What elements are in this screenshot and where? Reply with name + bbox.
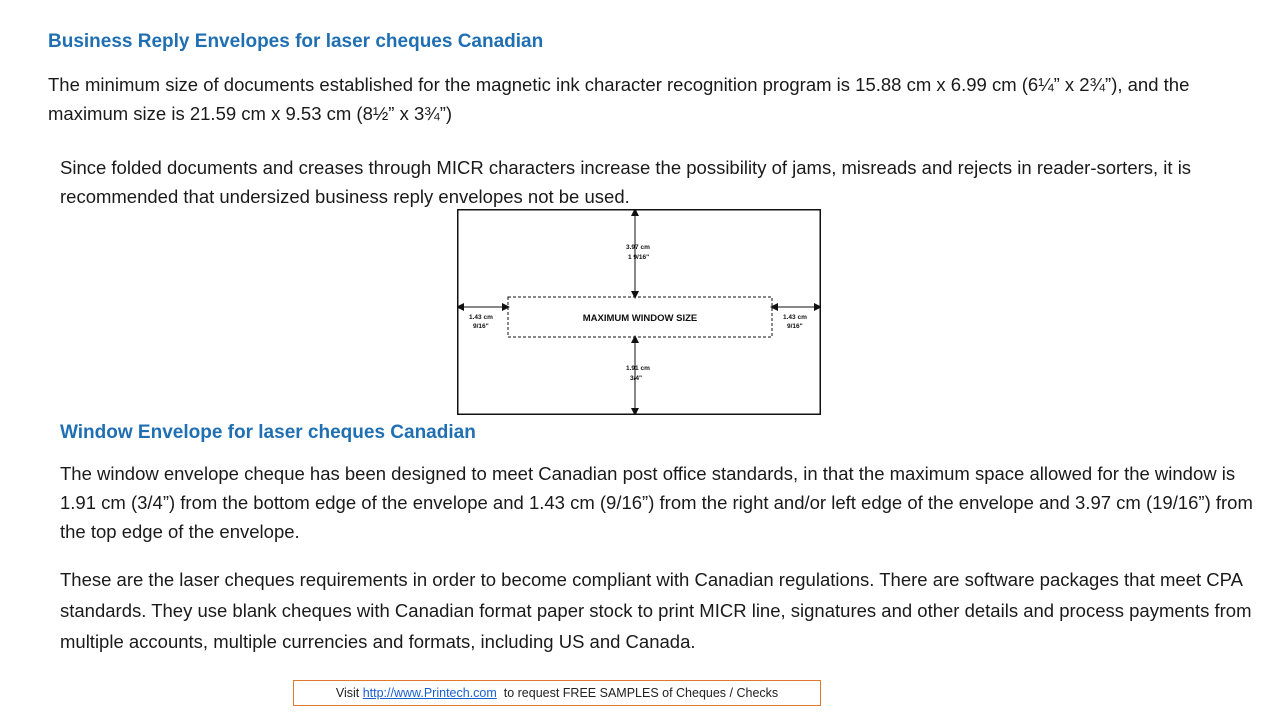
left-in-label: 9/16" — [473, 323, 489, 330]
section-title-window-envelope: Window Envelope for laser cheques Canadian — [60, 422, 476, 443]
window-size-diagram — [457, 209, 821, 415]
envelope-outline — [458, 210, 821, 415]
paragraph-folded-documents: Since folded documents and creases through MICR characters increase the possibility of jams, misreads and rejects in reader-sorters, it is recommended that undersized business reply envelopes not be used. — [60, 157, 1192, 207]
left-cm-label: 1.43 cm — [469, 314, 493, 321]
top-cm-label: 3.97 cm — [626, 244, 650, 251]
right-in-label: 9/16" — [787, 323, 803, 330]
footer-prefix: Visit — [335, 686, 363, 700]
paragraph-window-envelope: The window envelope cheque has been designed to meet Canadian post office standards, in that the maximum space allowed for the window is 1.91 cm (3/4”) from the bottom edge of the envelope and 1.43 cm (9/16”) from the right and/or left edge of the envelope and 3.97 cm (19/16”) from the top edge of the envelope. — [60, 463, 1253, 542]
printech-link[interactable]: http://www.Printech.com — [362, 686, 497, 700]
bottom-cm-label: 1.91 cm — [626, 365, 650, 372]
footer-suffix: to request FREE SAMPLES of Cheques / Checks — [496, 686, 779, 700]
footer-banner — [293, 680, 821, 706]
section-title-business-reply: Business Reply Envelopes for laser cheques Canadian — [48, 31, 544, 52]
paragraph-requirements: These are the laser cheques requirements in order to become compliant with Canadian regulations. There are software packages that meet CPA standards. They use blank cheques with Canadian format paper stock to print MICR line, signatures and other details and process payments from multiple accounts, multiple currencies and formats, including US and Canada. — [60, 569, 1252, 652]
envelope-diagram-svg — [457, 209, 821, 415]
window-label: MAXIMUM WINDOW SIZE — [582, 313, 698, 324]
paragraph-minimum-size: The minimum size of documents established for the magnetic ink character recognition program is 15.88 cm x 6.99 cm (6¼” x 2¾”), and the maximum size is 21.59 cm x 9.53 cm (8½” x 3¾”) — [48, 74, 1190, 124]
right-cm-label: 1.43 cm — [783, 314, 807, 321]
top-in-label: 1 9/16" — [628, 254, 650, 261]
bottom-in-label: 3/4" — [630, 375, 643, 382]
